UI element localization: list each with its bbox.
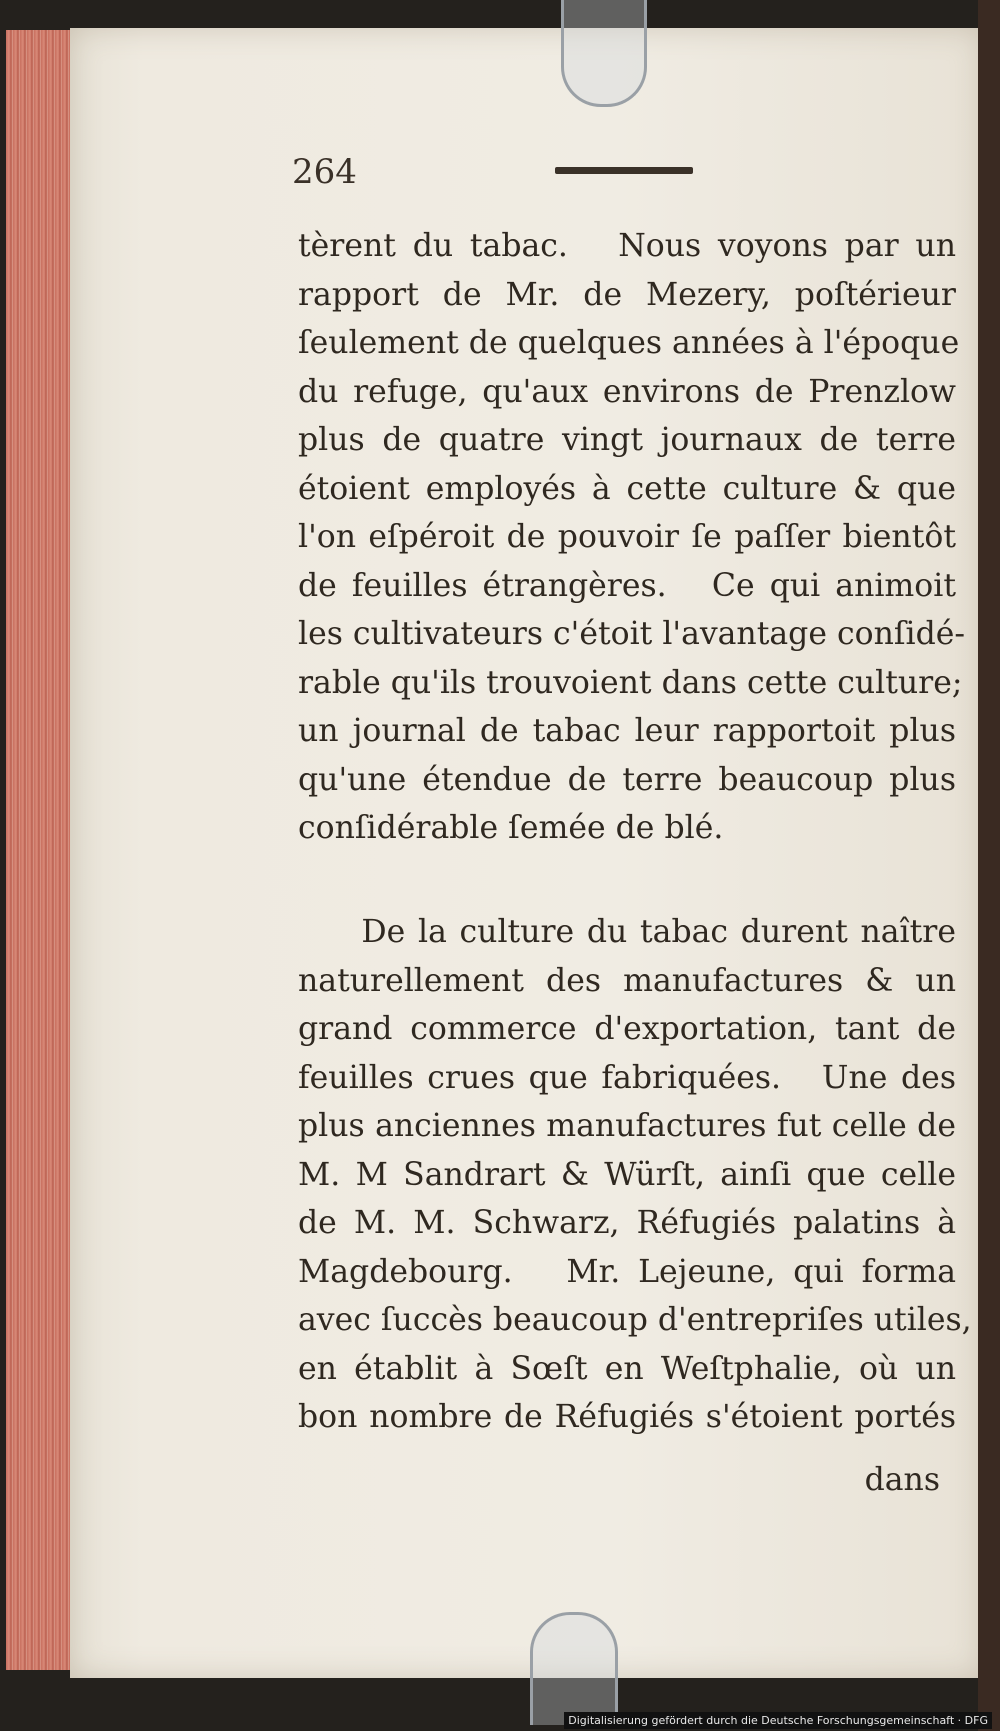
text-line: De la culture du tabac durent naître: [298, 914, 956, 950]
paragraph-1: [298, 222, 966, 853]
text-line: en établit à Sœſt en Weſtphalie, où un: [298, 1350, 956, 1387]
bottom-clip: [530, 1612, 618, 1725]
text-line: de feuilles étrangères. Ce qui animoit: [298, 567, 956, 604]
paragraph-2: [298, 908, 972, 1442]
top-clip: [561, 0, 647, 107]
page-number: 264: [292, 152, 357, 192]
text-line: plus anciennes manufactures fut celle de: [298, 1108, 956, 1144]
text-line: qu'une étendue de terre beaucoup plus: [298, 761, 956, 798]
text-line: M. M Sandrart & Würſt, ainſi que celle: [298, 1156, 956, 1193]
header-rule: [555, 167, 693, 174]
text-line: rapport de Mr. de Mezery, poſtérieur: [298, 276, 956, 313]
text-line: avec ſuccès beaucoup d'entrepriſes utiles,: [298, 1302, 972, 1338]
text-line: tèrent du tabac. Nous voyons par un: [298, 228, 956, 264]
text-line: plus de quatre vingt journaux de terre: [298, 422, 956, 458]
text-line: de M. M. Schwarz, Réfugiés palatins à: [298, 1205, 956, 1241]
digitization-credit: Digitalisierung gefördert durch die Deutsche Forschungsgemeinschaft · DFG: [564, 1712, 992, 1729]
text-line: du refuge, qu'aux environs de Prenzlow: [298, 373, 956, 410]
text-line: l'on eſpéroit de pouvoir ſe paſſer bientôt: [298, 519, 956, 555]
text-line: rable qu'ils trouvoient dans cette culture;: [298, 664, 963, 701]
text-line: feuilles crues que fabriquées. Une des: [298, 1059, 956, 1096]
text-line: bon nombre de Réfugiés s'étoient portés: [298, 1399, 956, 1435]
text-line: ſeulement de quelques années à l'époque: [298, 325, 960, 361]
text-line: Magdebourg. Mr. Lejeune, qui forma: [298, 1253, 956, 1290]
book-edge: [6, 30, 74, 1670]
binding-strip: [978, 0, 1000, 1731]
text-line: les cultivateurs c'étoit l'avantage conſidé-: [298, 616, 966, 652]
text-line: conſidérable ſemée de blé.: [298, 810, 724, 846]
catchword: dans: [864, 1462, 940, 1498]
text-line: naturellement des manufactures & un: [298, 962, 956, 999]
text-line: un journal de tabac leur rapportoit plus: [298, 713, 956, 749]
text-line: grand commerce d'exportation, tant de: [298, 1011, 956, 1047]
text-line: étoient employés à cette culture & que: [298, 470, 956, 507]
